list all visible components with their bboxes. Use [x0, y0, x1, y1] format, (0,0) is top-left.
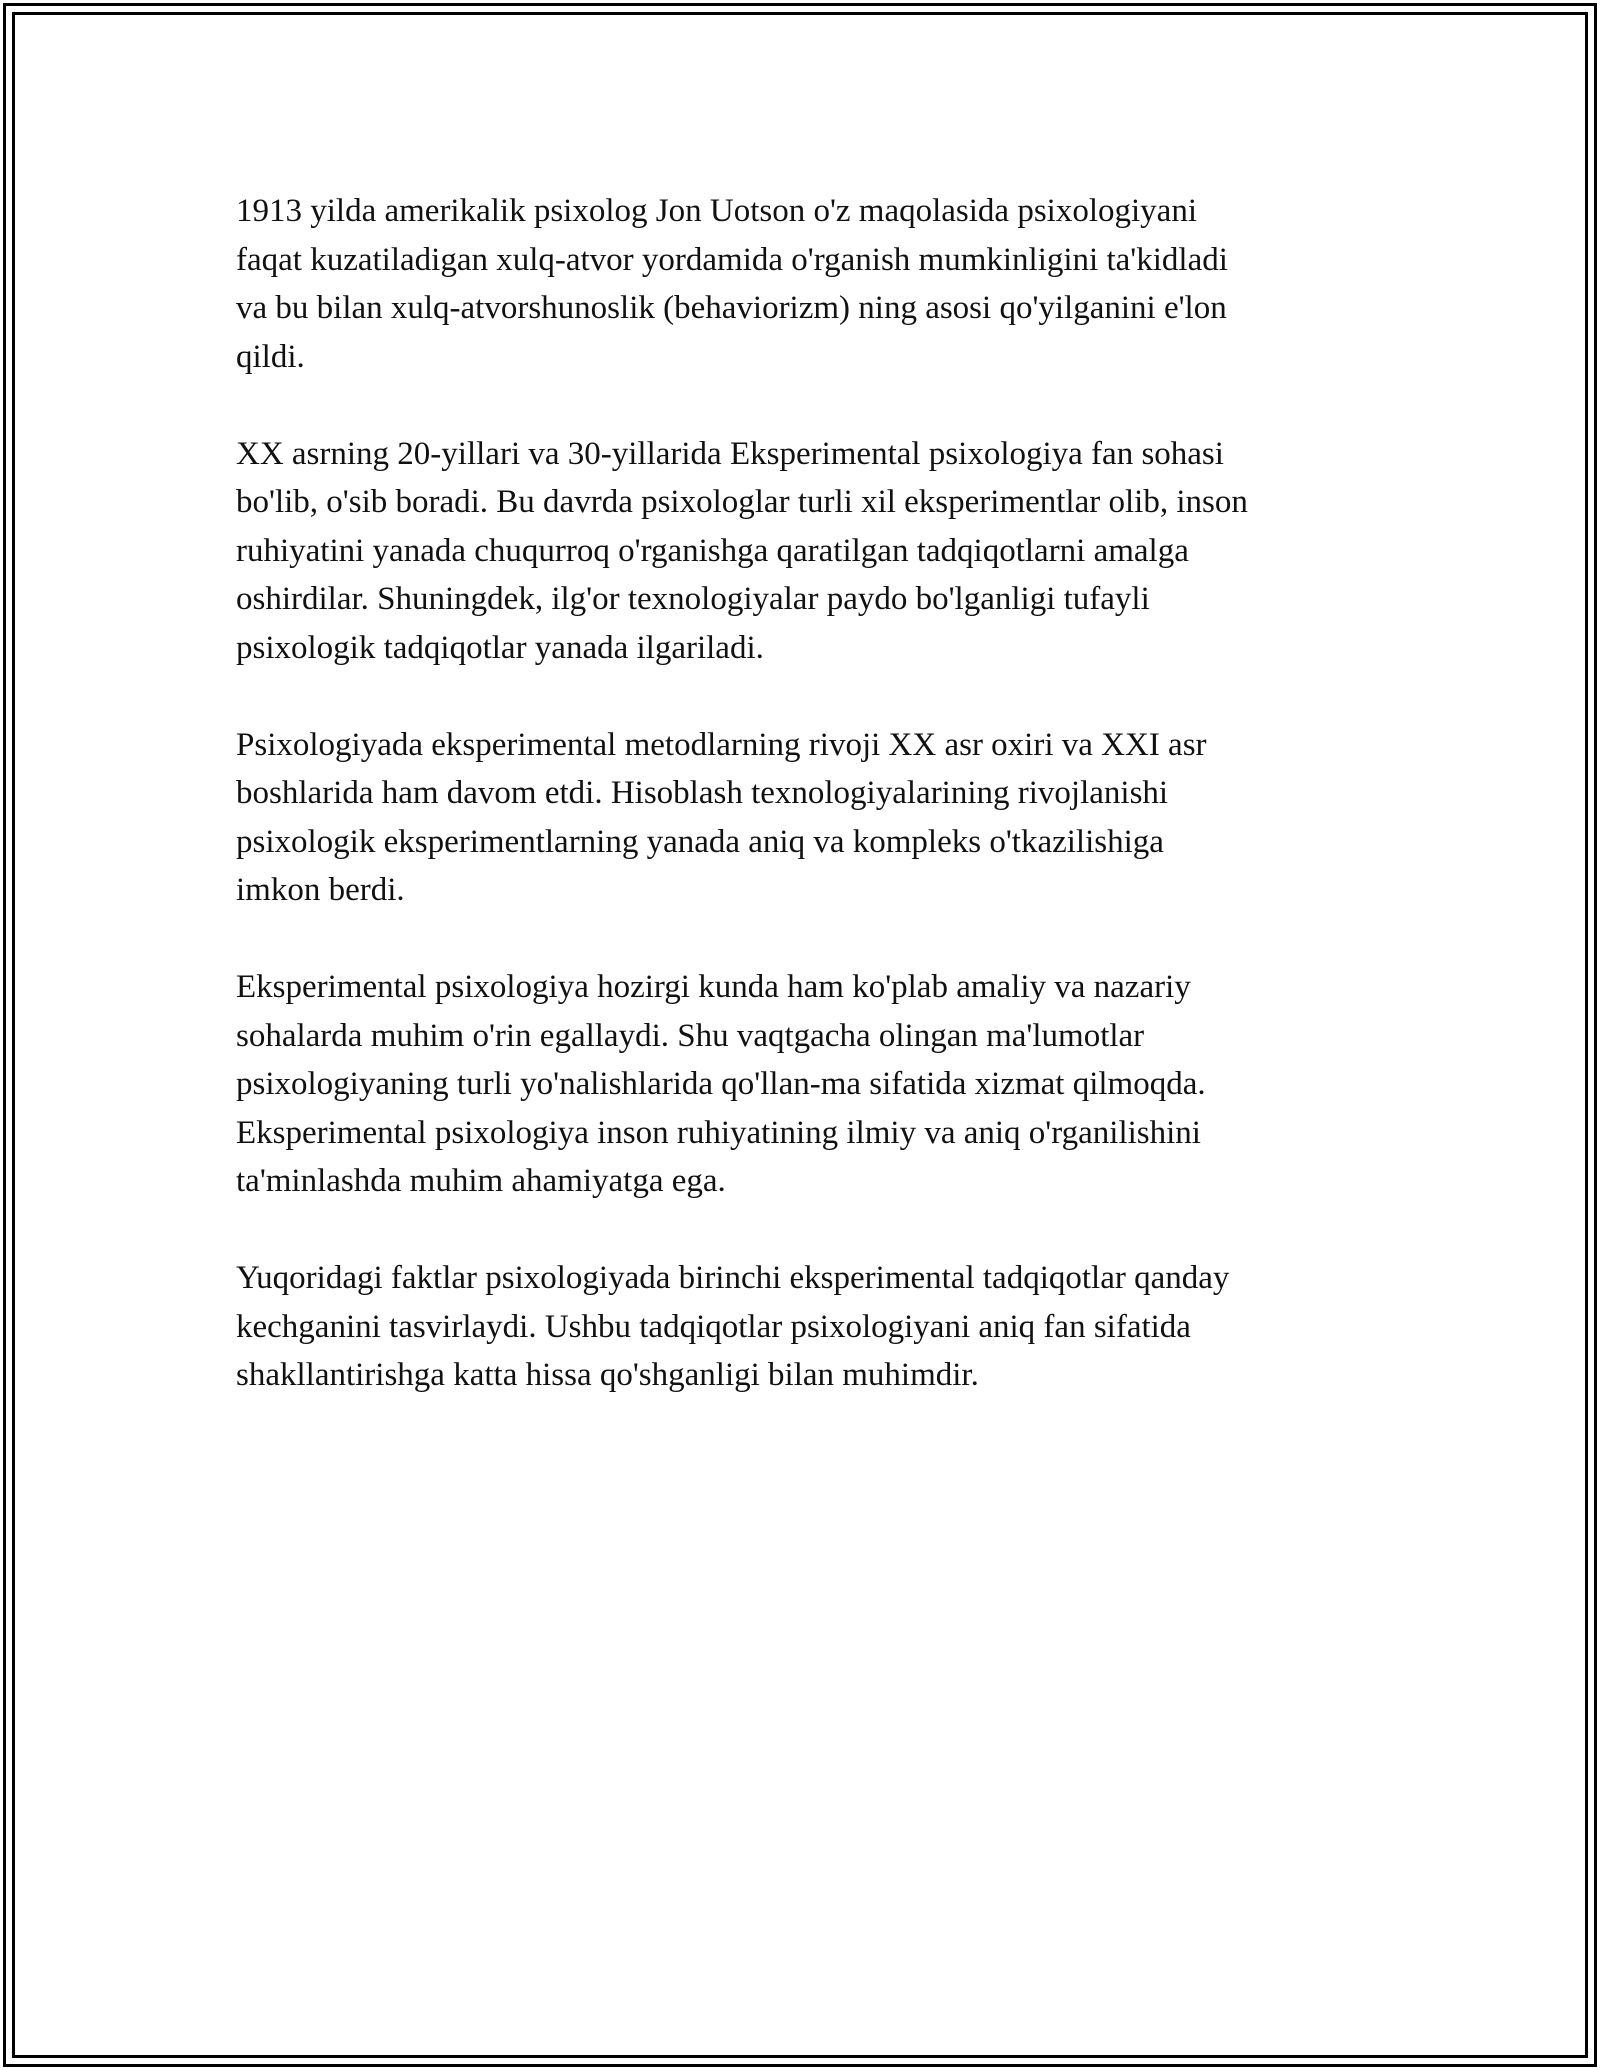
document-body	[236, 187, 1366, 1448]
paragraph-3: Psixologiyada eksperimental metodlarning rivoji XX asr oxiri va XXI asr boshlarida ham davom etdi. Hisoblash texnologiyalarining rivojlanishi psixologik eksperimentlarning yanada aniq va kompleks o'tkazilishiga imkon berdi.	[236, 726, 1207, 908]
paragraph-5: Yuqoridagi faktlar psixologiyada birinchi eksperimental tadqiqotlar qanday kechganini tasvirlaydi. Ushbu tadqiqotlar psixologiyani aniq fan sifatida shakllantirishga katta hissa qo'shganligi bilan muhimdir.	[236, 1260, 1230, 1393]
paragraph-4: Eksperimental psixologiya hozirgi kunda ham ko'plab amaliy va nazariy sohalarda muhim o'rin egallaydi. Shu vaqtgacha olingan ma'lumotlar psixologiyaning turli yo'nalishlarida qo'llan-ma sifatida xizmat qilmoqda. Eksperimental psixologiya inson ruhiyatining ilmiy va aniq o'rganilishini ta'minlashda muhim ahamiyatga ega.	[236, 969, 1206, 1199]
paragraph-1: 1913 yilda amerikalik psixolog Jon Uotson o'z maqolasida psixologiyani faqat kuzatiladigan xulq-atvor yordamida o'rganish mumkinligini ta'kidladi va bu bilan xulq-atvorshunoslik (behaviorizm) ning asosi qo'yilganini e'lon qildi.	[236, 193, 1228, 375]
paragraph-2: XX asrning 20-yillari va 30-yillarida Eksperimental psixologiya fan sohasi bo'lib, o'sib boradi. Bu davrda psixologlar turli xil eksperimentlar olib, inson ruhiyatini yanada chuqurroq o'rganishga qaratilgan tadqiqotlarni amalga oshirdilar. Shuningdek, ilg'or texnologiyalar paydo bo'lganligi tufayli psixologik tadqiqotlar yanada ilgariladi.	[236, 435, 1248, 666]
